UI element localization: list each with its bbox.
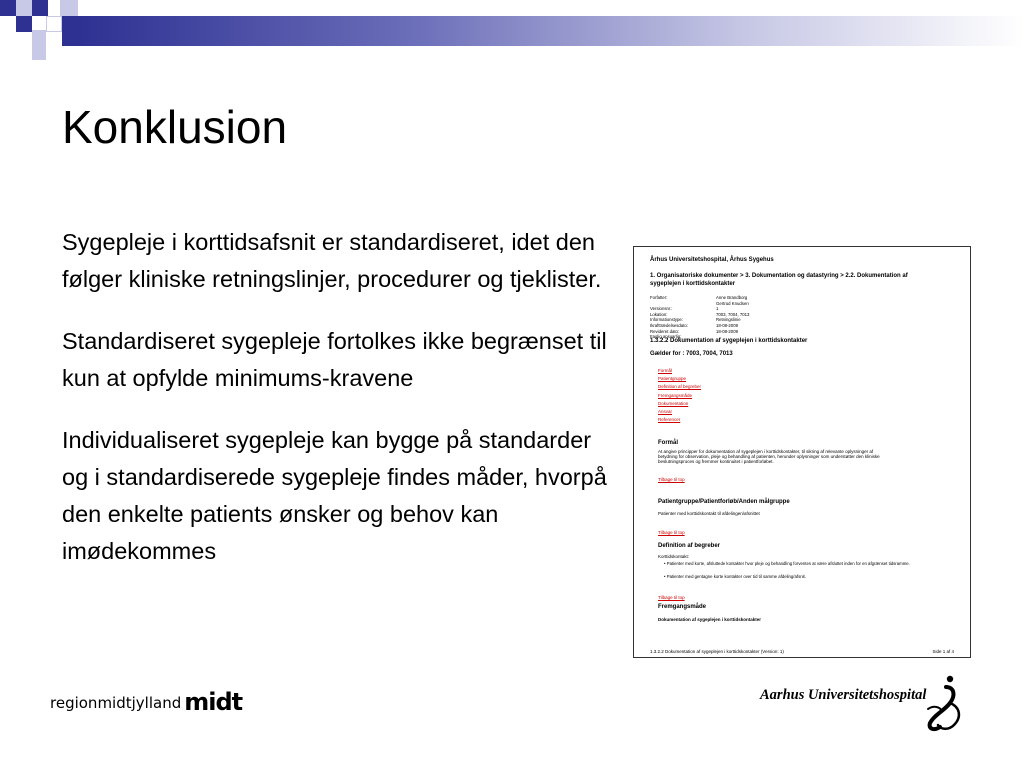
doc-text: At angive principper for dokumentation af sygeplejen i korttidskontakter, til sikring af relevante oplysninger af — [658, 449, 874, 454]
meta-row: Lokation: 7003, 7004, 7013 — [650, 311, 750, 317]
deco-square — [32, 46, 46, 60]
back-to-top-link[interactable]: Tilbage til top — [658, 595, 685, 600]
paragraph: Individualiseret sygepleje kan bygge på standarder og i standardiserede sygepleje findes måder, hvorpå den enkelte patients ønsker og behov kan imødekommes — [62, 427, 607, 564]
meta-row: Revideret dato: 18-08-2009 — [650, 328, 738, 334]
doc-bullet: • Patienter med korte, afsluttede kontakter hvor pleje og behandling forventes at være afsluttet inden for en afgrænset tidsramme. — [664, 561, 910, 566]
doc-header: Århus Universitetshospital, Århus Sygehus — [650, 257, 774, 263]
toc-link[interactable]: Fremgangsmåde — [658, 392, 693, 398]
hospital-logo-icon — [920, 673, 968, 733]
toc-link[interactable]: Patientgruppe — [658, 376, 687, 382]
toc-link[interactable]: Ansvar — [658, 409, 673, 415]
doc-meta — [650, 295, 749, 340]
meta-row: Ikrafttrædelsesdato: 18-08-2009 — [650, 322, 738, 328]
doc-bullet: • Patienter med gentagne korte kontakter over tid til samme afdeling/afsnit. — [664, 574, 806, 579]
slide-body — [62, 224, 622, 595]
header-decoration — [0, 0, 1024, 46]
doc-section-heading: Formål — [658, 440, 679, 446]
paragraph: Standardiseret sygepleje fortolkes ikke begrænset til kun at opfylde minimums-kravene — [62, 328, 607, 391]
doc-section-heading: Fremgangsmåde — [658, 604, 707, 610]
meta-row: Informationstype: Retningslinie — [650, 317, 741, 323]
doc-applies: Gælder for : 7003, 7004, 7013 — [650, 351, 733, 357]
doc-footer-left: 1.3.2.2 Dokumentation af sygeplejen i korttidskontakter (Version: 1) — [650, 649, 784, 654]
toc-link[interactable]: Formål — [658, 368, 673, 373]
doc-text: Korttidskontakt: — [658, 554, 690, 559]
document-thumbnail — [633, 246, 971, 658]
doc-footer-right: Side 1 af 4 — [932, 649, 954, 654]
doc-toc — [658, 367, 701, 424]
back-to-top-link[interactable]: Tilbage til top — [658, 477, 685, 482]
toc-link[interactable]: Referencer — [658, 417, 681, 423]
meta-row: Faglig ansvarlig: — [650, 334, 682, 340]
slide-title: Konklusion — [62, 101, 288, 153]
deco-square — [32, 0, 48, 16]
deco-square — [0, 0, 16, 16]
region-logo — [50, 686, 242, 714]
doc-title: 1.3.2.2 Dokumentation af sygeplejen i korttidskontakter — [650, 338, 808, 344]
deco-square — [16, 16, 32, 32]
toc-link[interactable]: Definition af begreber — [658, 384, 702, 390]
doc-breadcrumb: sygeplejen i korttidskontakter — [650, 281, 736, 287]
deco-square — [32, 30, 46, 46]
doc-text: beslutningsproces og fremmer kontinuitet i patientforløbet. — [658, 459, 774, 464]
region-logo-mark: midt — [184, 688, 243, 716]
deco-square — [60, 0, 78, 16]
paragraph: Sygepleje i korttidsafsnit er standardiseret, idet den følger kliniske retningslinjer, procedurer og tjeklister. — [62, 229, 602, 292]
deco-square — [16, 0, 32, 16]
region-logo-text: regionmidtjylland — [50, 694, 182, 712]
doc-section-heading: Patientgruppe/Patientforløb/Anden målgruppe — [658, 499, 790, 505]
toc-link[interactable]: Dokumentation — [658, 400, 689, 406]
meta-row: Forfatter: Anne Brandborg — [650, 295, 748, 300]
meta-row: Gertrud Knudsen — [716, 300, 749, 306]
doc-breadcrumb: 1. Organisatoriske dokumenter > 3. Dokumentation og datastyring > 2.2. Dokumentation af — [650, 273, 908, 279]
deco-square — [62, 16, 78, 46]
back-to-top-link[interactable]: Tilbage til top — [658, 530, 685, 535]
deco-square — [46, 16, 62, 32]
doc-text: Dokumentation af sygeplejen i korttidskontakter — [658, 617, 762, 622]
meta-row: Versionsnr.: 1 — [650, 306, 719, 312]
doc-section-heading: Definition af begreber — [658, 543, 721, 549]
header-gradient-bar — [78, 16, 1024, 46]
doc-text: betydning for observation, pleje og behandling af patienten, herunder oplysninger som understøtter den kliniske — [658, 454, 880, 459]
hospital-logo-text: Aarhus Universitetshospital — [760, 687, 927, 703]
doc-text: Patienter med korttidskontakt til afdelingen/afsnittet — [658, 511, 760, 516]
